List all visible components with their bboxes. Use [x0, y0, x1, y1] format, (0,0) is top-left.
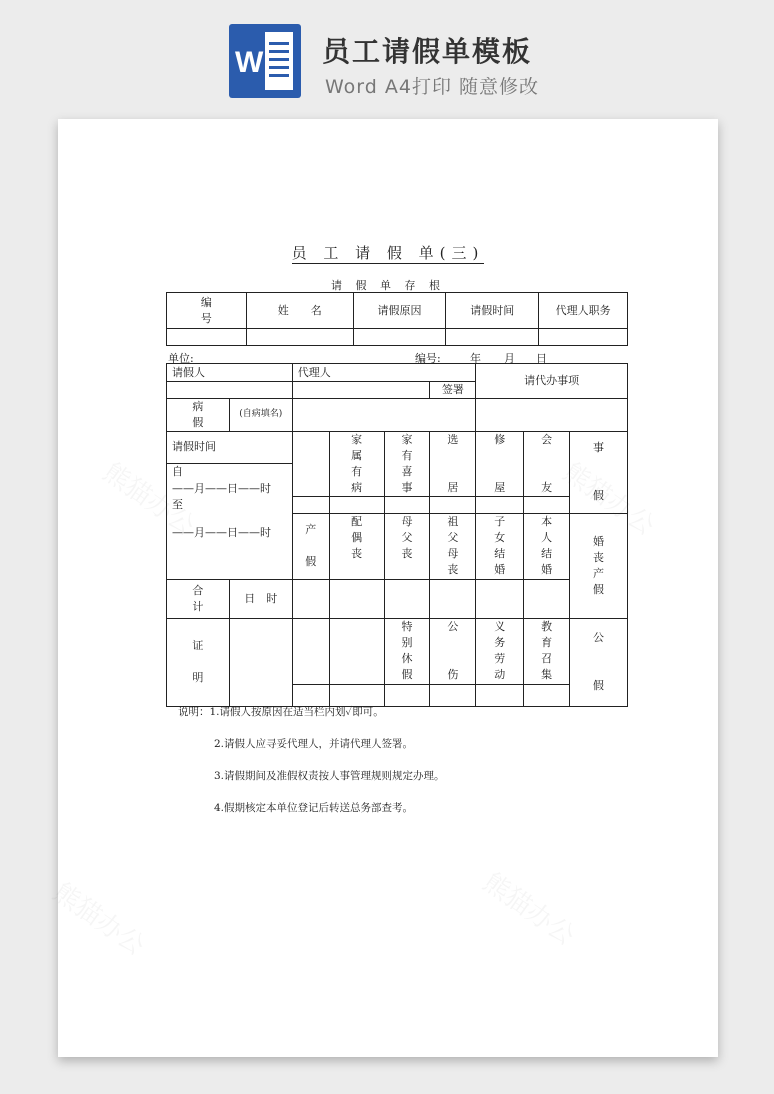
- banner-subtitle: Word A4打印 随意修改: [325, 76, 540, 98]
- banner-title: 员工请假单模板: [322, 35, 533, 68]
- stub-header-agent-title: 代理人职务: [539, 293, 628, 329]
- leave-type-meeting-friends: 会 友: [524, 431, 570, 496]
- word-icon: [229, 24, 301, 98]
- applicant-label: 请假人: [167, 364, 293, 382]
- note-3: 3.请假期间及准假权责按人事管理规则规定办理。: [214, 770, 445, 782]
- note-1: 说明：1.请假人按原因在适当栏内划✓即可。: [178, 706, 384, 718]
- check-cell[interactable]: [292, 579, 329, 618]
- from-date-line[interactable]: ——月——日——时: [172, 481, 271, 495]
- to-date-line[interactable]: ——月——日——时: [172, 525, 271, 539]
- stub-header-time: 请假时间: [446, 293, 539, 329]
- check-cell[interactable]: [524, 496, 570, 513]
- check-cell[interactable]: [476, 579, 524, 618]
- agent-input[interactable]: [292, 382, 430, 399]
- word-icon-page: [265, 32, 293, 90]
- number-label: 编号:: [415, 352, 441, 365]
- stub-cell[interactable]: [246, 329, 353, 346]
- proof-input[interactable]: [229, 618, 292, 706]
- check-cell[interactable]: [384, 684, 430, 706]
- check-cell[interactable]: [329, 496, 384, 513]
- year-label: 年: [470, 352, 481, 365]
- day-label: 日: [536, 352, 547, 365]
- check-cell[interactable]: [524, 684, 570, 706]
- agent-label: 代理人: [292, 364, 476, 382]
- check-cell[interactable]: [329, 579, 384, 618]
- check-cell[interactable]: [384, 496, 430, 513]
- agent-items-input[interactable]: [476, 398, 628, 431]
- leave-type-parent-funeral: 母 父 丧: [384, 513, 430, 579]
- note-4: 4.假期核定本单位登记后转送总务部查考。: [214, 802, 414, 814]
- from-label: 自: [172, 464, 183, 478]
- personal-leave-label: 事 假: [570, 431, 628, 513]
- to-label: 至: [172, 497, 183, 511]
- check-cell[interactable]: [430, 579, 476, 618]
- leave-type-grandparent-funeral: 祖 父 母 丧: [430, 513, 476, 579]
- agent-items-label: 请代办事项: [476, 364, 628, 399]
- stub-header-reason: 请假原因: [353, 293, 446, 329]
- days-hours-label: 日 时: [229, 579, 292, 618]
- sick-note-label: (自病填名): [229, 398, 292, 431]
- proof-label: 证 明: [167, 618, 230, 706]
- sick-leave-input[interactable]: [292, 398, 476, 431]
- leave-type-family-illness: 家 属 有 病: [329, 431, 384, 496]
- leave-type-child-wedding: 子 女 结 婚: [476, 513, 524, 579]
- check-cell[interactable]: [476, 684, 524, 706]
- stub-cell[interactable]: [539, 329, 628, 346]
- check-cell[interactable]: [384, 579, 430, 618]
- check-cell[interactable]: [476, 496, 524, 513]
- leave-time-label: 请假时间: [167, 431, 293, 463]
- leave-check-cell[interactable]: [292, 431, 329, 496]
- blank-cell[interactable]: [292, 618, 329, 684]
- leave-type-house-repair: 修 屋: [476, 431, 524, 496]
- check-cell[interactable]: [524, 579, 570, 618]
- leave-time-range: [167, 463, 293, 579]
- note-2: 2.请假人应寻妥代理人，并请代理人签署。: [214, 738, 414, 750]
- leave-type-family-celebration: 家 有 喜 事: [384, 431, 430, 496]
- stub-caption: 请 假 单 存 根: [331, 279, 445, 292]
- leave-table: [166, 363, 628, 707]
- leave-type-special: 特 别 休 假: [384, 618, 430, 684]
- check-cell[interactable]: [430, 496, 476, 513]
- check-cell[interactable]: [292, 496, 329, 513]
- signature-label: 签署: [430, 382, 476, 399]
- leave-type-work-injury: 公 伤: [430, 618, 476, 684]
- check-cell[interactable]: [430, 684, 476, 706]
- banner: [0, 0, 774, 118]
- blank-cell[interactable]: [329, 618, 384, 684]
- public-leave-label: 公 假: [570, 618, 628, 706]
- stub-cell[interactable]: [446, 329, 539, 346]
- sick-leave-label: 病 假: [167, 398, 230, 431]
- stub-cell[interactable]: [167, 329, 247, 346]
- document-title: 员 工 请 假 单(三): [291, 244, 485, 262]
- applicant-input[interactable]: [167, 382, 293, 399]
- word-icon-letter: W: [235, 46, 263, 79]
- unit-label: 单位:: [168, 352, 194, 365]
- leave-type-education-call: 教 育 召 集: [524, 618, 570, 684]
- wedding-funeral-maternity-label: 婚 丧 产 假: [570, 513, 628, 618]
- leave-type-own-wedding: 本 人 结 婚: [524, 513, 570, 579]
- leave-type-spouse-funeral: 配 偶 丧: [329, 513, 384, 579]
- stub-header-name: 姓 名: [246, 293, 353, 329]
- leave-type-election: 选 居: [430, 431, 476, 496]
- leave-type-maternity: 产 假: [292, 513, 329, 579]
- stub-header-number: 编 号: [167, 293, 247, 329]
- stub-cell[interactable]: [353, 329, 446, 346]
- document-page: [58, 119, 718, 1057]
- total-label: 合 计: [167, 579, 230, 618]
- leave-type-civic-labor: 义 务 劳 动: [476, 618, 524, 684]
- stub-table: [166, 292, 628, 346]
- month-label: 月: [504, 352, 515, 365]
